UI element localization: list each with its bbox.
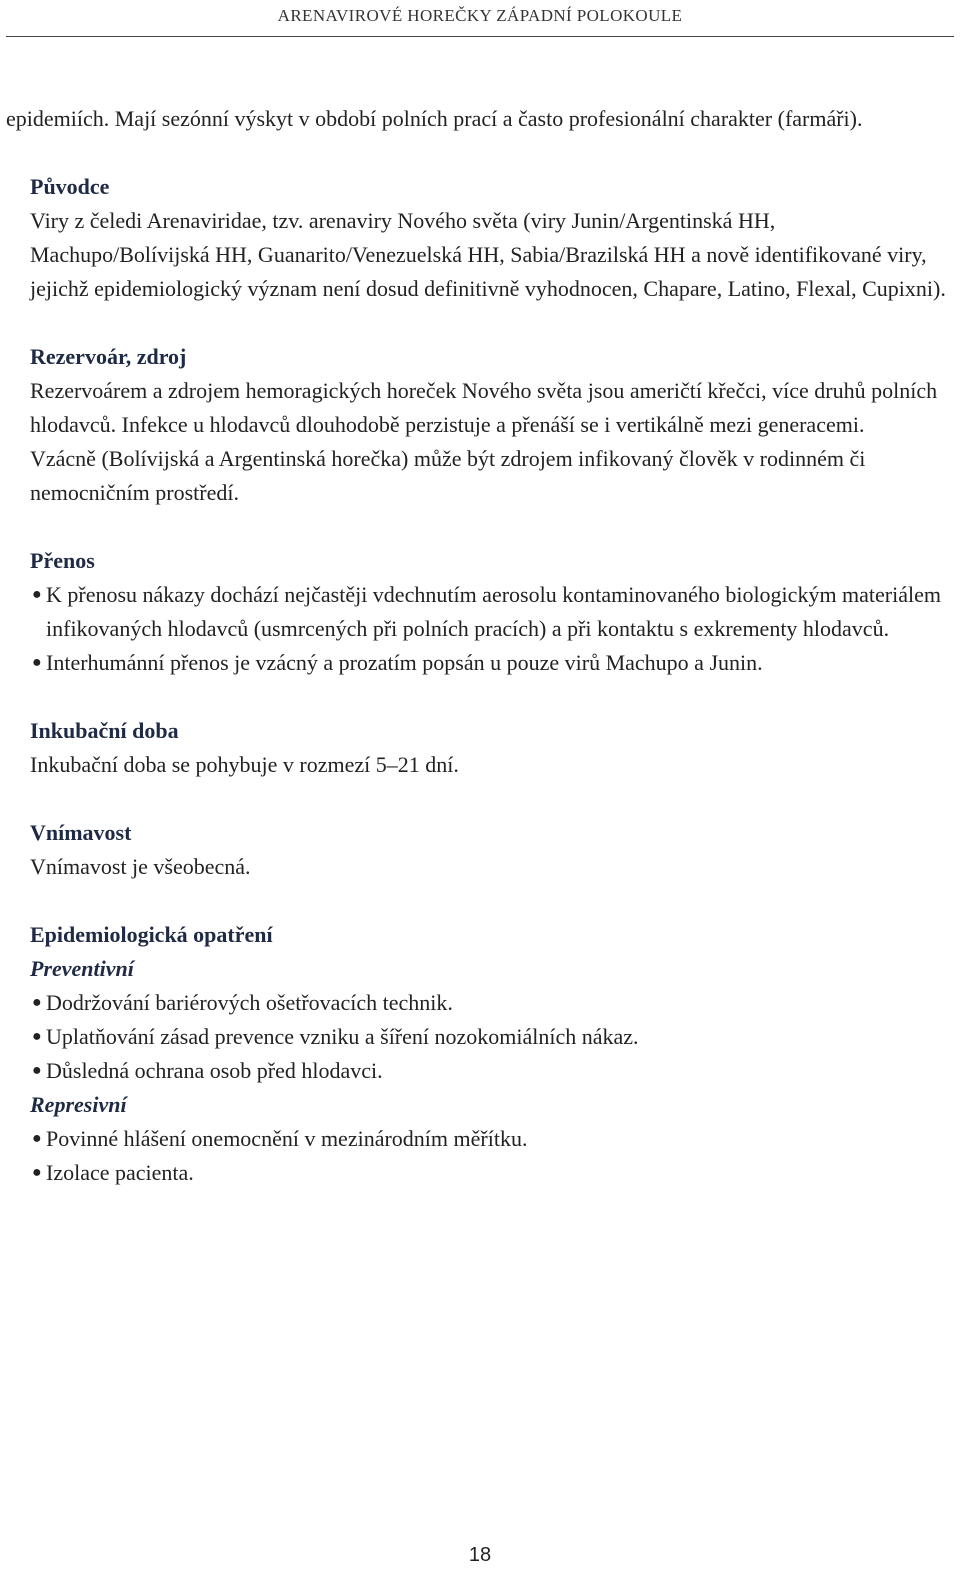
represivni-list xyxy=(30,1122,946,1190)
header-rule xyxy=(6,36,954,37)
bullet-icon: ● xyxy=(32,654,42,671)
list-item: ● Dodržování bariérových ošetřovacích technik. xyxy=(30,986,946,1020)
rezervoar-paragraph-2: Vzácně (Bolívijská a Argentinská horečka) může být zdrojem infikovaný člověk v rodinném či nemocničním prostředí. xyxy=(30,446,866,505)
list-item: ● K přenosu nákazy dochází nejčastěji vdechnutím aerosolu kontaminovaného biologickým materiálem infikovaných hlodavců (usmrcených při polních pracích) a při kontaktu s exkrementy hlodavců. xyxy=(30,578,946,646)
subheading-preventivni: Preventivní xyxy=(30,956,134,981)
bullet-icon: ● xyxy=(32,586,42,603)
heading-prenos: Přenos xyxy=(30,548,95,573)
intro-paragraph: epidemiích. Mají sezónní výskyt v období polních prací a často profesionální charakter (farmáři). xyxy=(6,106,863,131)
list-item: ● Uplatňování zásad prevence vzniku a šíření nozokomiálních nákaz. xyxy=(30,1020,946,1054)
heading-rezervoar: Rezervoár, zdroj xyxy=(30,344,187,369)
list-item: ● Důsledná ochrana osob před hlodavci. xyxy=(30,1054,946,1088)
bullet-icon: ● xyxy=(32,1028,42,1045)
section-inkubacni xyxy=(6,714,946,782)
page-content xyxy=(6,102,946,1190)
list-item: ● Povinné hlášení onemocnění v mezinárodním měřítku. xyxy=(30,1122,946,1156)
rezervoar-paragraph-1: Rezervoárem a zdrojem hemoragických horeček Nového světa jsou američtí křečci, více druhů polních hlodavců. Infekce u hlodavců dlouhodobě perzistuje a přenáší se i vertikálně mezi generacemi. xyxy=(30,378,938,437)
page-number: 18 xyxy=(468,1544,492,1566)
section-prenos xyxy=(6,544,946,680)
prenos-list xyxy=(30,578,946,680)
puvodce-paragraph: Viry z čeledi Arenaviridae, tzv. arenaviry Nového světa (viry Junin/Argentinská HH, Machupo/Bolívijská HH, Guanarito/Venezuelská HH, Sabia/Brazilská HH a nově identifikované viry, jejichž epidemiologický význam není dosud definitivně vyhodnocen, Chapare, Latino, Flexal, Cupixni). xyxy=(30,208,946,301)
subheading-represivni: Represivní xyxy=(30,1092,127,1117)
heading-vnimavost: Vnímavost xyxy=(30,820,132,845)
section-opatreni xyxy=(6,918,946,1190)
bullet-icon: ● xyxy=(32,1164,42,1181)
bullet-icon: ● xyxy=(32,1062,42,1079)
section-rezervoar xyxy=(6,340,946,510)
bullet-icon: ● xyxy=(32,1130,42,1147)
section-puvodce xyxy=(6,170,946,306)
vnimavost-paragraph: Vnímavost je všeobecná. xyxy=(30,854,251,879)
list-item: ● Izolace pacienta. xyxy=(30,1156,946,1190)
heading-puvodce: Původce xyxy=(30,174,110,199)
heading-opatreni: Epidemiologická opatření xyxy=(30,922,273,947)
preventivni-list xyxy=(30,986,946,1088)
section-vnimavost xyxy=(6,816,946,884)
bullet-icon: ● xyxy=(32,994,42,1011)
list-item: ● Interhumánní přenos je vzácný a prozatím popsán u pouze virů Machupo a Junin. xyxy=(30,646,946,680)
running-header: ARENAVIROVÉ HOREČKY ZÁPADNÍ POLOKOULE xyxy=(277,6,683,25)
heading-inkubacni: Inkubační doba xyxy=(30,718,179,743)
inkubacni-paragraph: Inkubační doba se pohybuje v rozmezí 5–21 dní. xyxy=(30,752,459,777)
